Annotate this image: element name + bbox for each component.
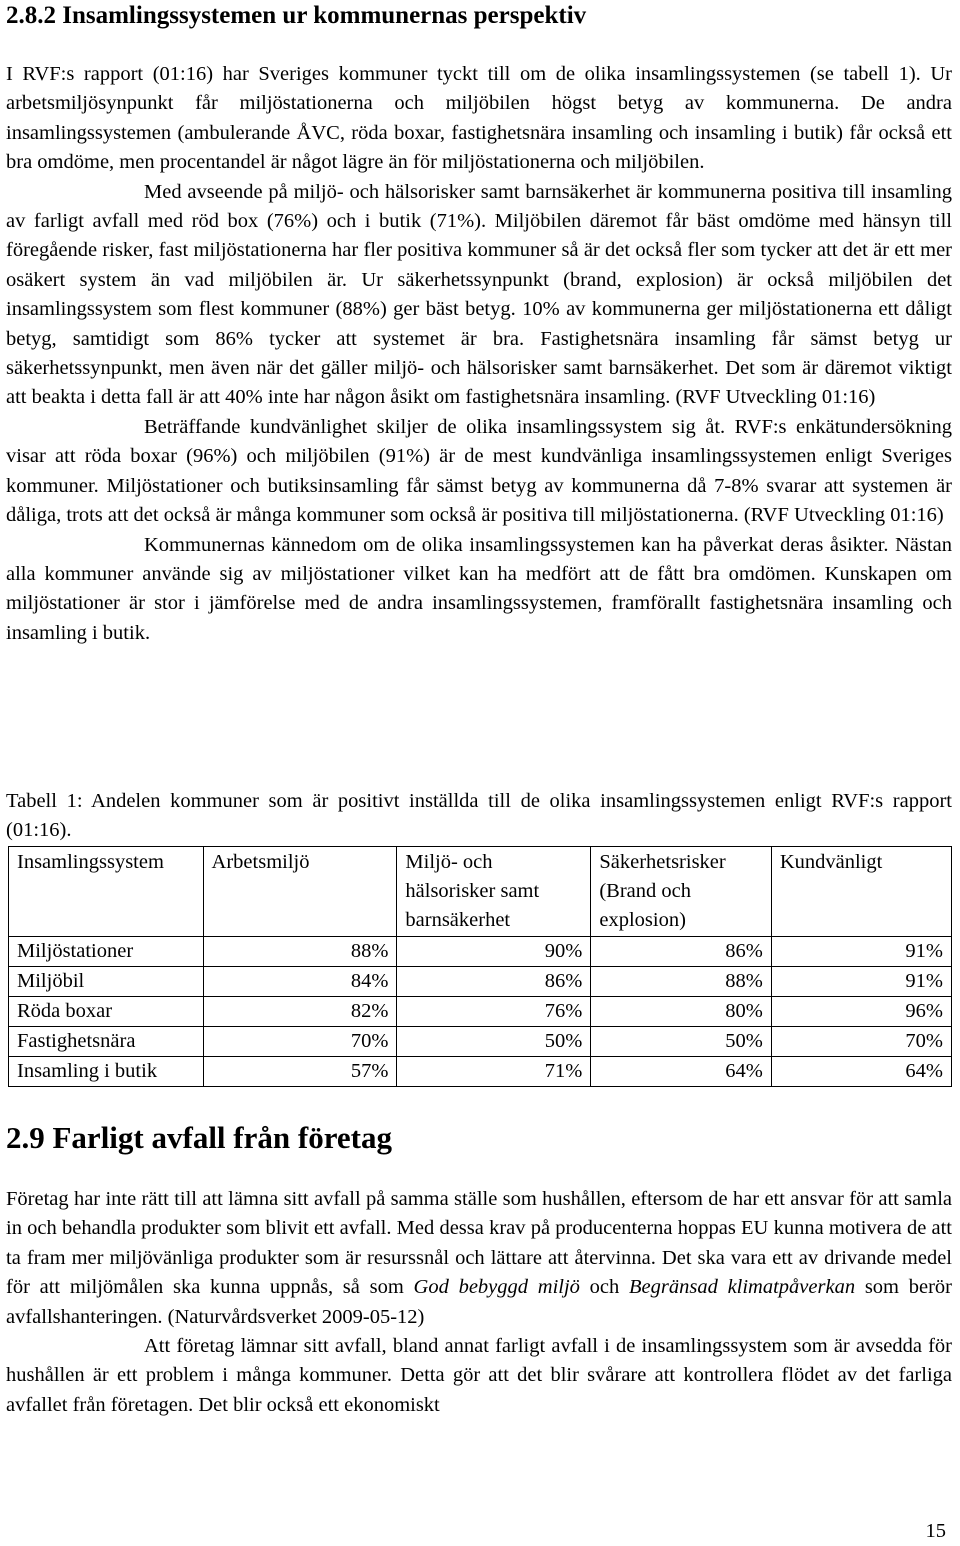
paragraph-5-mid: och xyxy=(579,1276,629,1299)
paragraph-1-part-b: De andra insamlingssystemen (ambulerande ÅVC, röda boxar, fastighetsnära insamling och insamling i butik) får också ett bra omdöme, men procentandel är något lägre än för miljöstationerna och miljöbilen. xyxy=(6,92,952,174)
column-header-environment-health: Miljö- och hälsorisker samt barnsäkerhet xyxy=(397,847,591,937)
table-row xyxy=(9,937,952,967)
paragraph-2-part-a: Med avseende på miljö- och hälsorisker samt barnsäkerhet är kommunerna positiva till insamling av farligt avfall med röd box (76%) och i butik (71%). xyxy=(6,180,952,233)
table-cell: 64% xyxy=(771,1057,951,1087)
paragraph-1 xyxy=(6,60,952,178)
paragraph-2-part-b: Miljöbilen däremot får bäst omdöme med hänsyn till föregående risker, fast miljöstationerna har fler positiva kommuner så är det också fler som tycker att det är ett mer osäkert system än vad miljöbilen är. Ur säkerhetssynpunkt (brand, explosion) är också miljöbilen det insamlingssystem som flest kommuner (88%) ger bäst betyg. 10% av kommunerna ger miljöstationerna ett dåligt betyg, samtidigt som 86% tycker att systemet är bra. Fastighetsnära insamling får sämst betyg ur säkerhetssynpunkt, men även när det gäller miljö- och hälsorisker samt barnsäkerhet. Det som är däremot viktigt att beakta i detta fall är att 40% inte har någon åsikt om fastighetsnära insamling. (RVF Utveckling 01:16) xyxy=(6,210,953,409)
column-header-work-environment: Arbetsmiljö xyxy=(203,847,397,937)
table-row xyxy=(9,1057,952,1087)
table-cell: 88% xyxy=(591,967,771,997)
table-cell: 86% xyxy=(591,937,771,967)
paragraph-2 xyxy=(6,178,952,413)
row-label: Röda boxar xyxy=(9,997,204,1027)
table-header-row xyxy=(9,847,952,937)
column-header-customer-friendly: Kundvänligt xyxy=(771,847,951,937)
row-label: Miljöbil xyxy=(9,967,204,997)
paragraph-5-start: Företag har inte rätt till att lämna sitt avfall på samma ställe som hushållen, eftersom de har ett ansvar för att samla in och behandla produkter som blivit ett avfall. Med dessa krav på producenterna hoppas EU kunna motivera de att ta fram mer miljövänliga produkter som är resurssnål och lättare att återvinna. Det ska vara ett av drivande medel för att miljömålen ska kunna uppnås, så som xyxy=(6,1188,952,1299)
table-1-caption: Tabell 1: Andelen kommuner som är positivt inställda till de olika insamlingssystemen enligt RVF:s rapport (01:16). xyxy=(6,790,952,842)
table-cell: 91% xyxy=(771,967,951,997)
table-cell: 57% xyxy=(203,1057,397,1087)
paragraph-1-part-a: I RVF:s rapport (01:16) har Sveriges kommuner tyckt till om de olika insamlingssystemen (se tabell 1). Ur arbetsmiljösynpunkt får miljöstationerna och miljöbilen högst betyg av kommunerna. xyxy=(6,63,952,115)
section-2-9-body xyxy=(6,1185,952,1420)
goal-limited-climate-impact: Begränsad klimatpåverkan xyxy=(629,1276,856,1299)
row-label: Fastighetsnära xyxy=(9,1027,204,1057)
row-label: Insamling i butik xyxy=(9,1057,204,1087)
table-row xyxy=(9,1027,952,1057)
table-row xyxy=(9,967,952,997)
table-cell: 70% xyxy=(771,1027,951,1057)
table-row xyxy=(9,997,952,1027)
paragraph-4: Kommunernas kännedom om de olika insamlingssystemen kan ha påverkat deras åsikter. Nästan alla kommuner använde sig av miljöstationer vilket kan ha medfört att de fått bra omdömen. Kunskapen om miljöstationer är stor i jämförelse med de andra insamlingssystemen, framförallt fastighetsnära insamling och insamling i butik. xyxy=(6,533,952,644)
column-header-safety-risks: Säkerhetsrisker (Brand och explosion) xyxy=(591,847,771,937)
table-cell: 71% xyxy=(397,1057,591,1087)
paragraph-5-end: som berör avfallshanteringen. (Naturvårdsverket 2009-05-12) xyxy=(6,1276,952,1328)
section-2-8-2-body xyxy=(6,60,952,648)
section-2-9-heading: 2.9 Farligt avfall från företag xyxy=(6,1120,392,1155)
table-cell: 50% xyxy=(397,1027,591,1057)
table-cell: 86% xyxy=(397,967,591,997)
table-cell: 90% xyxy=(397,937,591,967)
table-cell: 64% xyxy=(591,1057,771,1087)
table-cell: 80% xyxy=(591,997,771,1027)
paragraph-6: Att företag lämnar sitt avfall, bland annat farligt avfall i de insamlingssystem som är avsedda för hushållen är ett problem i många kommuner. Detta gör att det blir svårare att kontrollera flödet av det farliga avfallet från företagen. Det blir också ett ekonomiskt xyxy=(6,1335,952,1416)
table-cell: 76% xyxy=(397,997,591,1027)
row-label: Miljöstationer xyxy=(9,937,204,967)
table-cell: 50% xyxy=(591,1027,771,1057)
page-number: 15 xyxy=(925,1520,946,1542)
table-cell: 91% xyxy=(771,937,951,967)
table-cell: 84% xyxy=(203,967,397,997)
table-cell: 82% xyxy=(203,997,397,1027)
paragraph-3: Beträffande kundvänlighet skiljer de olika insamlingssystem sig åt. RVF:s enkätundersökning visar att röda boxar (96%) och miljöbilen (91%) är de mest kundvänliga insamlingssystemen enligt Sveriges kommuner. Miljöstationer och butiksinsamling får sämst betyg av kommunerna då 7-8% svarar att systemen är dåliga, trots att det också är många kommuner som också är positiva till miljöstationerna. (RVF Utveckling 01:16) xyxy=(6,415,952,527)
section-2-8-2-heading: 2.8.2 Insamlingssystemen ur kommunernas perspektiv xyxy=(6,2,587,29)
table-cell: 96% xyxy=(771,997,951,1027)
table-cell: 88% xyxy=(203,937,397,967)
table-cell: 70% xyxy=(203,1027,397,1057)
goal-good-built-environment: God bebyggd miljö xyxy=(413,1276,580,1299)
paragraph-5 xyxy=(6,1185,952,1332)
column-header-system: Insamlingssystem xyxy=(9,847,204,937)
table-1 xyxy=(8,846,952,1087)
